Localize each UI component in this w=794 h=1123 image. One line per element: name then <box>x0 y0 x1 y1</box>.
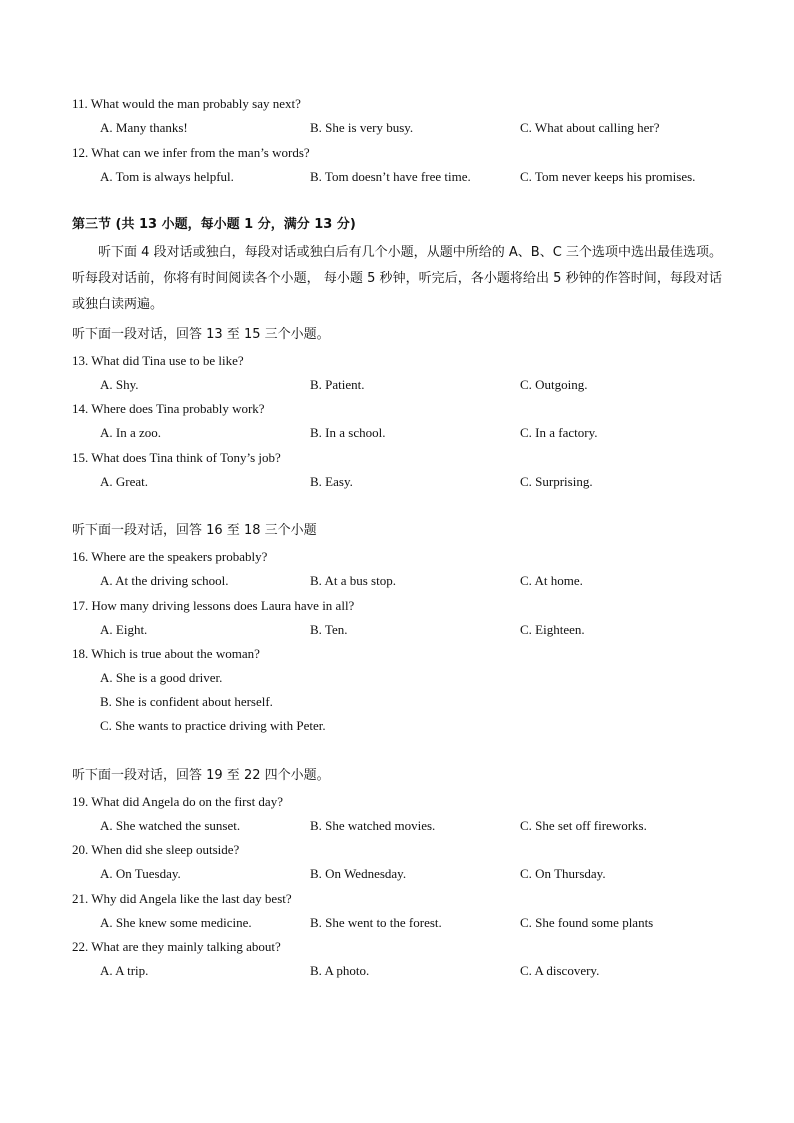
question-19-stem: 19. What did Angela do on the first day? <box>72 794 283 809</box>
question-11-option-a: A. Many thanks! <box>100 120 188 135</box>
question-20-option-a: A. On Tuesday. <box>100 866 181 881</box>
question-12-option-c: C. Tom never keeps his promises. <box>520 169 696 184</box>
question-16-option-b: B. At a bus stop. <box>310 573 396 588</box>
question-20-option-b: B. On Wednesday. <box>310 866 407 881</box>
question-20-option-c: C. On Thursday. <box>520 866 606 881</box>
question-14-option-b: B. In a school. <box>310 425 386 440</box>
question-20-stem: 20. When did she sleep outside? <box>72 842 240 857</box>
question-12-option-a: A. Tom is always helpful. <box>100 169 234 184</box>
question-21-option-a: A. She knew some medicine. <box>100 915 252 930</box>
question-12-stem: 12. What can we infer from the man’s words? <box>72 145 310 160</box>
question-22-option-c: C. A discovery. <box>520 963 600 978</box>
section-3-instruction: 听下面 4 段对话或独白，每段对话或独白后有几个小题，从题中所给的 A、B、C 三个选项中选出最佳选项。听每段对话前，你将有时间阅读各个小题， 每小题 5 秒钟，听完后，各小题将给出 5 秒钟的作答时间，每段对话或独白读两遍。 <box>72 245 722 312</box>
question-18-option-b: B. She is confident about herself. <box>100 694 273 709</box>
question-14-option-c: C. In a factory. <box>520 425 598 440</box>
group-2-instruction: 听下面一段对话，回答 16 至 18 三个小题 <box>72 523 317 538</box>
question-15-option-a: A. Great. <box>100 474 149 489</box>
question-18-option-a: A. She is a good driver. <box>100 670 223 685</box>
question-11-stem: 11. What would the man probably say next? <box>72 96 301 111</box>
question-19-option-b: B. She watched movies. <box>310 818 436 833</box>
question-16-option-c: C. At home. <box>520 573 583 588</box>
question-21-option-b: B. She went to the forest. <box>310 915 442 930</box>
question-13-stem: 13. What did Tina use to be like? <box>72 353 244 368</box>
section-3-heading: 第三节 (共 13 小题，每小题 1 分，满分 13 分) <box>72 217 356 232</box>
question-22-option-b: B. A photo. <box>310 963 370 978</box>
question-22-stem: 22. What are they mainly talking about? <box>72 939 281 954</box>
question-12-option-b: B. Tom doesn’t have free time. <box>310 169 471 184</box>
question-14-stem: 14. Where does Tina probably work? <box>72 401 265 416</box>
question-13-option-b: B. Patient. <box>310 377 365 392</box>
question-18-option-c: C. She wants to practice driving with Peter. <box>100 718 326 733</box>
question-17-option-b: B. Ten. <box>310 622 348 637</box>
question-11-option-b: B. She is very busy. <box>310 120 414 135</box>
question-15-option-c: C. Surprising. <box>520 474 593 489</box>
question-22-option-a: A. A trip. <box>100 963 149 978</box>
question-11-option-c: C. What about calling her? <box>520 120 660 135</box>
group-1-instruction: 听下面一段对话，回答 13 至 15 三个小题。 <box>72 327 330 342</box>
question-19-option-c: C. She set off fireworks. <box>520 818 647 833</box>
question-21-stem: 21. Why did Angela like the last day best? <box>72 891 292 906</box>
question-17-stem: 17. How many driving lessons does Laura have in all? <box>72 598 355 613</box>
question-15-option-b: B. Easy. <box>310 474 353 489</box>
question-14-option-a: A. In a zoo. <box>100 425 162 440</box>
question-21-option-c: C. She found some plants <box>520 915 654 930</box>
group-3-instruction: 听下面一段对话，回答 19 至 22 四个小题。 <box>72 768 330 783</box>
question-17-option-c: C. Eighteen. <box>520 622 585 637</box>
question-17-option-a: A. Eight. <box>100 622 148 637</box>
question-18-stem: 18. Which is true about the woman? <box>72 646 260 661</box>
question-13-option-c: C. Outgoing. <box>520 377 588 392</box>
question-16-option-a: A. At the driving school. <box>100 573 229 588</box>
question-15-stem: 15. What does Tina think of Tony’s job? <box>72 450 281 465</box>
question-16-stem: 16. Where are the speakers probably? <box>72 549 268 564</box>
question-13-option-a: A. Shy. <box>100 377 139 392</box>
question-19-option-a: A. She watched the sunset. <box>100 818 241 833</box>
